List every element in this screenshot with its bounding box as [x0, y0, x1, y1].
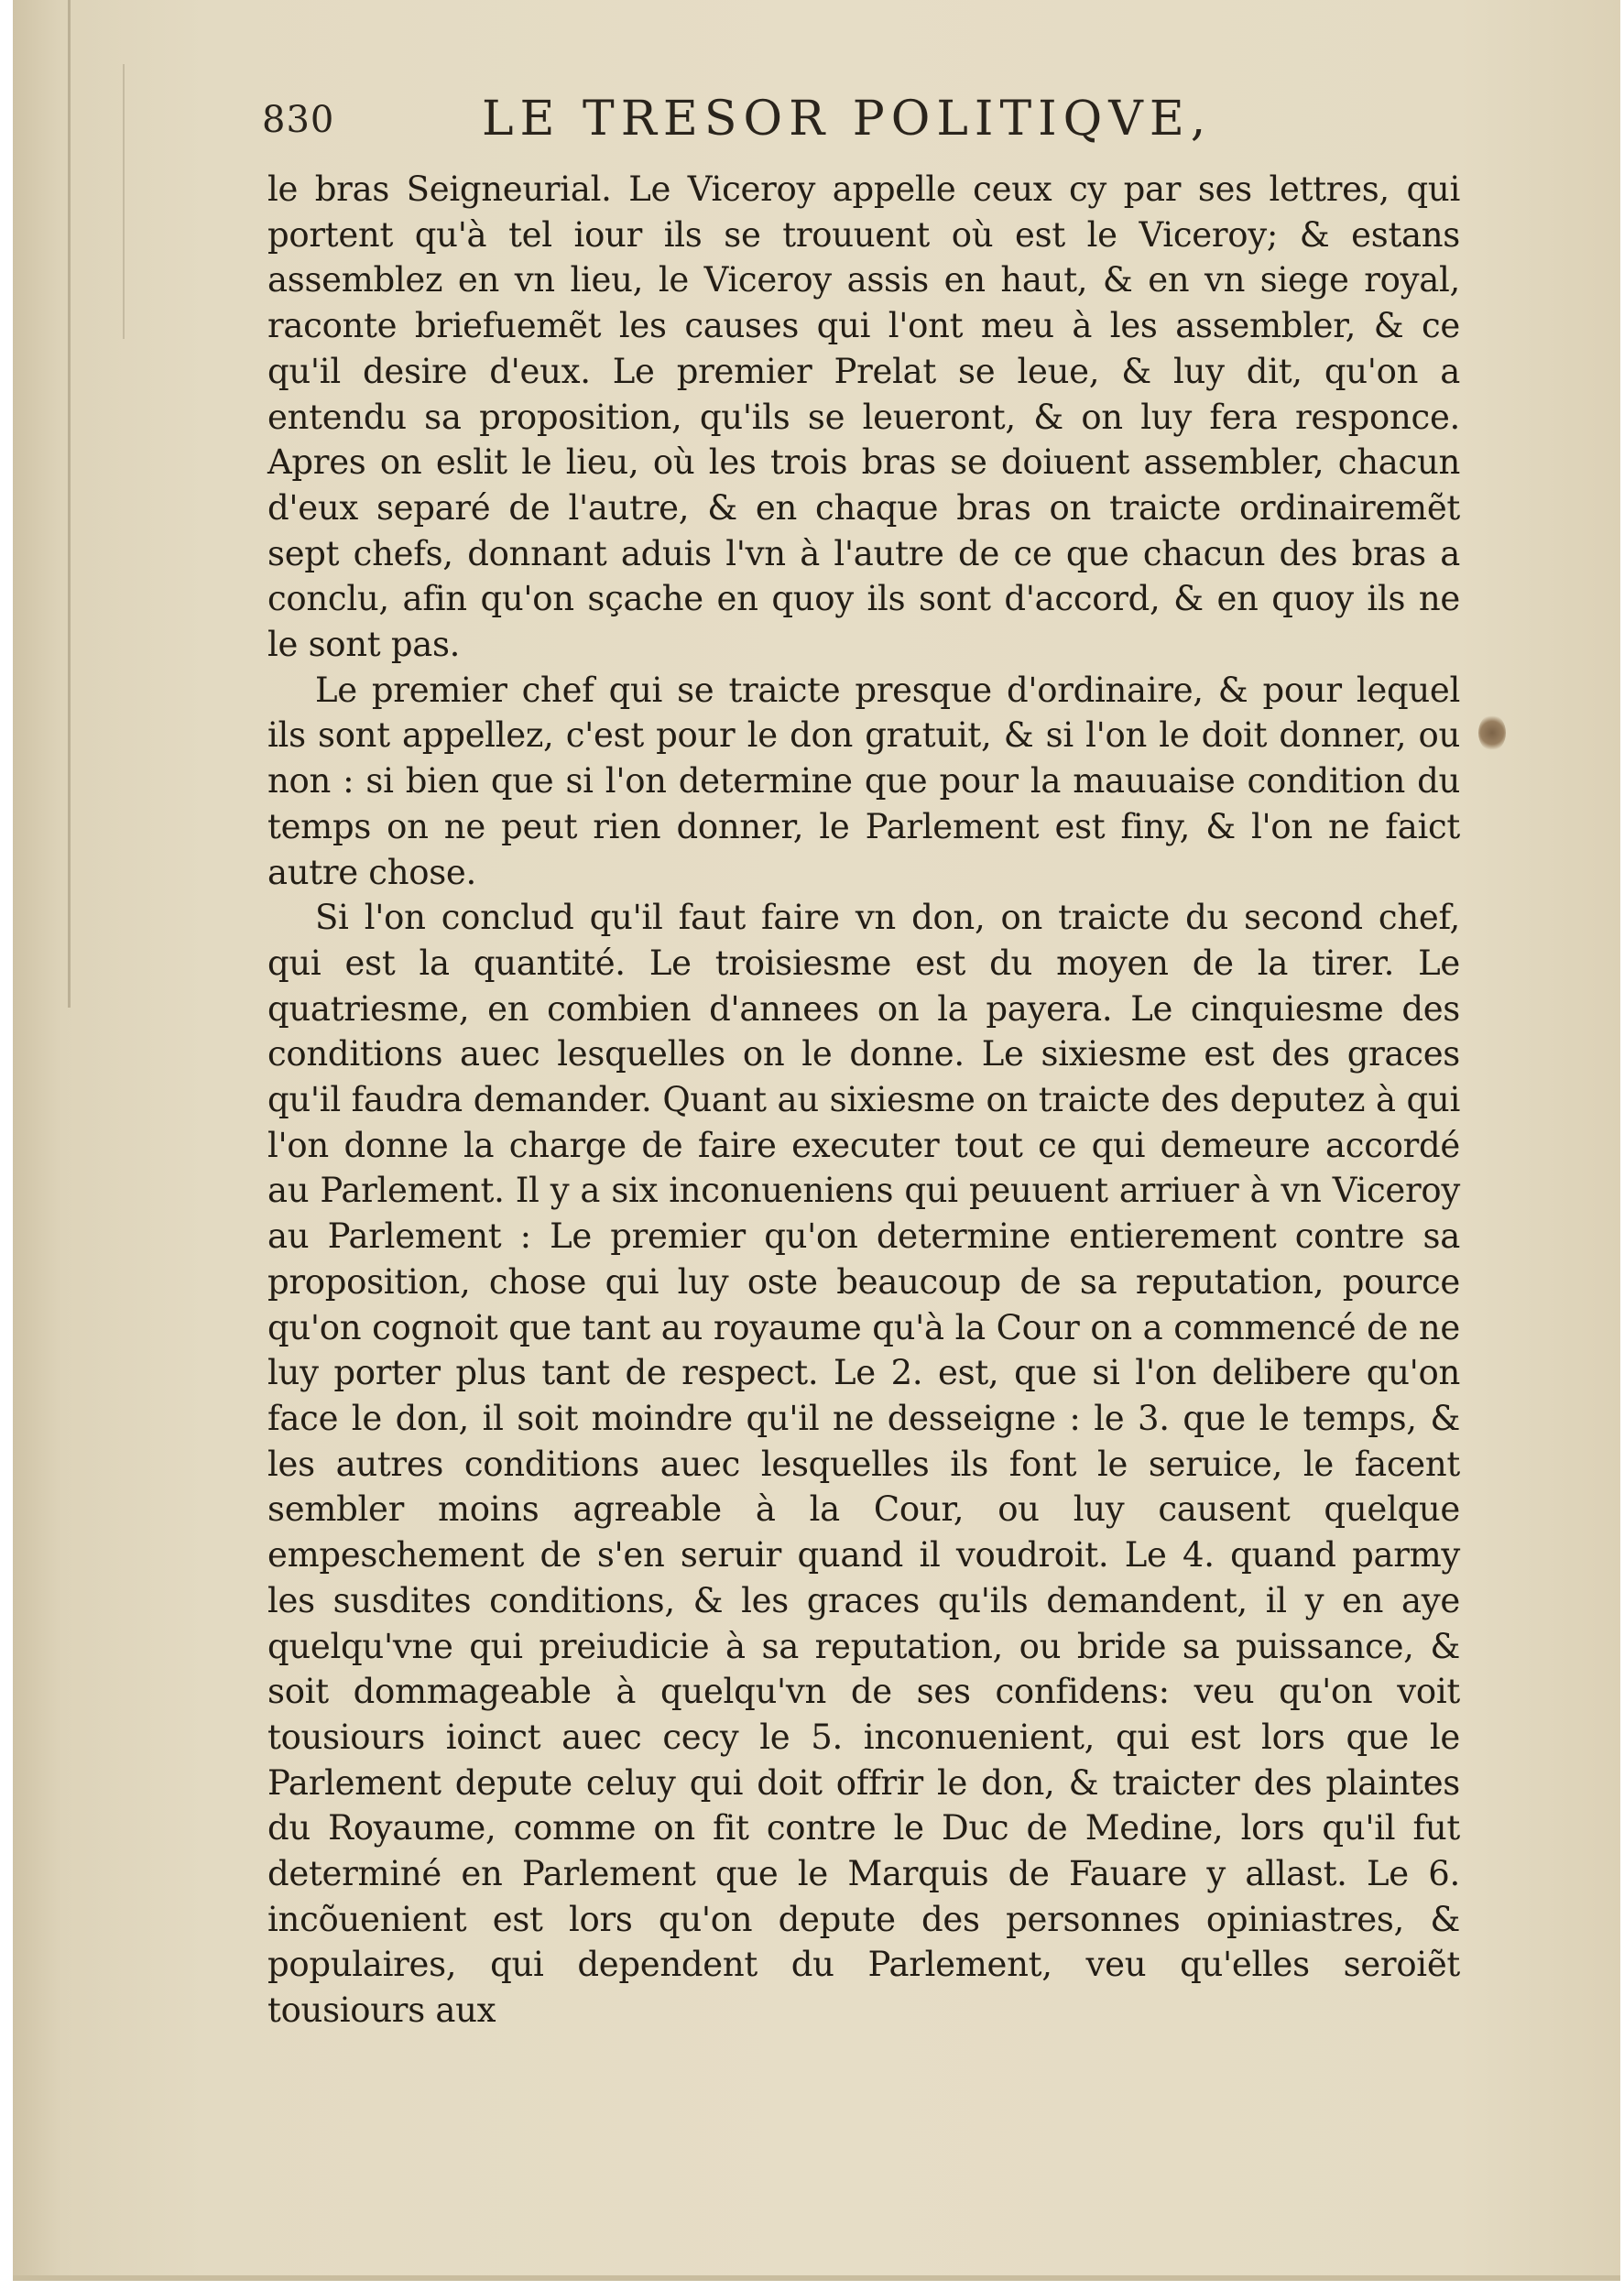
paragraph-1: le bras Seigneurial. Le Viceroy appelle ceux cy par ses lettres, qui portent qu'à tel iour ils se trouuent où est le Viceroy; & estans assemblez en vn lieu, le Viceroy assis en haut, & en vn siege royal, raconte briefuemẽt les causes qui l'ont meu à les assembler, & ce qu'il desire d'eux. Le premier Prelat se leue, & luy dit, qu'on a entendu sa proposition, qu'ils se leueront, & on luy fera responce. Apres on eslit le lieu, où les trois bras se doiuent assembler, chacun d'eux separé de l'autre, & en chaque bras on traicte ordinairemẽt sept chefs, donnant aduis l'vn à l'autre de ce que chacun des bras a conclu, afin qu'on sçache en quoy ils sont d'accord, & en quoy ils ne le sont pas.: [267, 169, 1460, 665]
page-number: 830: [262, 99, 335, 141]
paragraph-3: Si l'on conclud qu'il faut faire vn don, on traicte du second chef, qui est la quantité. Le troisiesme est du moyen de la tirer. Le quatriesme, en combien d'annees on la payera. Le cinquiesme des conditions auec lesquelles on le donne. Le sixiesme est des graces qu'il faudra demander. Quant au sixiesme on traicte des deputez à qui l'on donne la charge de faire executer tout ce qui demeure accordé au Parlement. Il y a six inconueniens qui peuuent arriuer à vn Viceroy au Parlement : Le premier qu'on determine entierement contre sa proposition, chose qui luy oste beaucoup de sa reputation, pource qu'on cognoit que tant au royaume qu'à la Cour on a commencé de ne luy porter plus tant de respect. Le 2. est, que si l'on delibere qu'on face le don, il soit moindre qu'il ne desseigne : le 3. que le temps, & les autres conditions auec lesquelles ils font le seruice, le facent sembler moins agreable à la Cour, ou luy causent quelque empeschement de s'en seruir quand il voudroit. Le 4. quand parmy les susdites conditions, & les graces qu'ils demandent, il y en aye quelqu'vne qui preiudicie à sa reputation, ou bride sa puissance, & soit dommageable à quelqu'vn de ses confidens: veu qu'on voit tousiours ioinct auec cecy le 5. inconuenient, qui est lors que le Parlement depute celuy qui doit offrir le don, & traicter des plaintes du Royaume, comme on fit contre le Duc de Medine, lors qu'il fut determiné en Parlement que le Marquis de Fauare y allast. Le 6. incõuenient est lors qu'on depute des personnes opiniastres, & populaires, qui dependent du Parlement, veu qu'elles seroiẽt tousiours aux: [267, 898, 1460, 2031]
ink-stain: [1478, 714, 1506, 751]
body-text: [267, 167, 1460, 2034]
paragraph-2: Le premier chef qui se traicte presque d'ordinaire, & pour lequel ils sont appellez, c'est pour le don gratuit, & si l'on le doit donner, ou non : si bien que si l'on determine que pour la mauuaise condition du temps on ne peut rien donner, le Parlement est finy, & l'on ne faict autre chose.: [267, 670, 1460, 892]
page-header: [262, 92, 1361, 156]
binding-shadow: [68, 0, 71, 1008]
running-title: LE TRESOR POLITIQVE,: [482, 92, 1213, 147]
binding-shadow-inner: [123, 64, 125, 339]
